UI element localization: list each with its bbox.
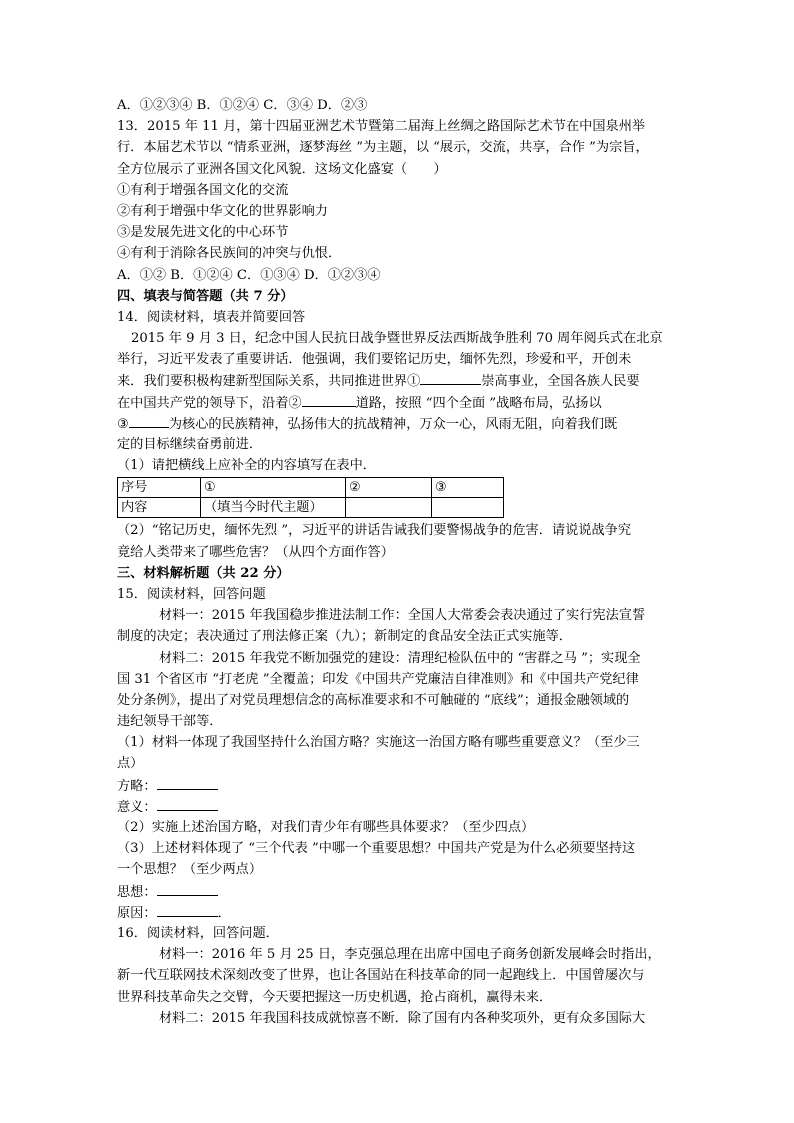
q13-options: A．①② B．①②④ C．①③④ D．①②③④ xyxy=(117,267,381,283)
q15-sixiang-row xyxy=(117,881,679,902)
q14-para-line6: 定的目标继续奋勇前进． xyxy=(117,437,263,452)
q13-stem-line3: 全方位展示了亚洲各国文化风貌．这场文化盛宴（ ） xyxy=(117,161,447,177)
q15-fanglue-row xyxy=(117,775,679,796)
q14-para-line4a: 在中国共产党的领导下，沿着② xyxy=(117,395,302,411)
q13-stem-line2: 行．本届艺术节以 “情系亚洲，逐梦海丝 ”为主题，以 “展示，交流，共享，合作 ”为宗旨， xyxy=(117,140,649,156)
table-cell: 内容 xyxy=(118,498,201,518)
q15-material2-line3: 处分条例》，提出了对党员理想信念的高标准要求和不可触碰的 “底线”；通报金融领域的 xyxy=(117,692,630,708)
q15-yuanyin-blank[interactable] xyxy=(157,902,218,917)
q14-para-line3 xyxy=(117,370,679,391)
q14-sub1: （1）请把横线上应补全的内容填写在表中． xyxy=(117,458,376,474)
q15-material1-line2: 制度的决定；表决通过了刑法修正案（九）；新制定的食品安全法正式实施等． xyxy=(117,629,572,645)
q15-material1-line1: 材料一：2015 年我国稳步推进法制工作：全国人大常委会表决通过了实行宪法宣誓 xyxy=(159,608,646,624)
q14-sub2-line1: （2）“铭记历史，缅怀先烈 ”，习近平的讲话告诫我们要警惕战争的危害．请说说战争究 xyxy=(117,523,631,539)
q13-stem-line1: 13．2015 年 11 月，第十四届亚洲艺术节暨第二届海上丝绸之路国际艺术节在中国泉州举 xyxy=(117,119,646,135)
table-cell[interactable]: （填当今时代主题） xyxy=(201,498,346,518)
q14-para-line3a: 来．我们要积极构建新型国际关系，共同推进世界① xyxy=(117,374,421,390)
q16-intro: 16．阅读材料，回答问题． xyxy=(117,925,279,941)
q13-item-3: ③是发展先进文化的中心环节 xyxy=(117,225,289,241)
q14-para-line2: 举行，习近平发表了重要讲话．他强调，我们要铭记历史，缅怀先烈，珍爱和平，开创未 xyxy=(117,352,632,368)
q16-material1-line1: 材料一：2016 年 5 月 25 日，李克强总理在出席中国电子商务创新发展峰会时指出， xyxy=(159,947,661,963)
table-cell: 序号 xyxy=(118,478,201,498)
q13-item-4: ④有利于消除各民族间的冲突与仇恨． xyxy=(117,246,342,262)
q14-para-line4b: 道路，按照 “四个全面 ”战略布局，弘扬以 xyxy=(355,395,602,411)
q12-options: A．①②③④ B．①②④ C．③④ D．②③ xyxy=(117,98,368,113)
q15-sub3-line2: 一个思想？（至少两点） xyxy=(117,862,263,878)
table-cell: ② xyxy=(346,478,432,498)
table-cell[interactable] xyxy=(346,498,432,518)
q15-yiyi-blank[interactable] xyxy=(157,796,218,811)
q15-sub3-line1: （3）上述材料体现了 “三个代表 ”中哪一个重要思想？中国共产党是为什么必须要坚持这 xyxy=(117,841,636,857)
q14-para-line5b: 为核心的民族精神，弘扬伟大的抗战精神，万众一心，风雨无阻，向着我们既 xyxy=(168,416,618,432)
q14-para-line4 xyxy=(117,392,679,413)
q14-para-line1: 2015 年 9 月 3 日，纪念中国人民抗日战争暨世界反法西斯战争胜利 70 周年阅兵式在北京 xyxy=(131,331,663,347)
q14-answer-table xyxy=(117,477,504,518)
q14-para-line5a: ③ xyxy=(117,416,129,432)
q15-yuanyin-period: ． xyxy=(217,905,231,921)
q15-yiyi-row xyxy=(117,796,679,817)
q15-yuanyin-row xyxy=(117,902,679,923)
q15-sub1-line2: 点） xyxy=(117,756,144,772)
q16-material2-line1: 材料二：2015 年我国科技成就惊喜不断．除了国有内各种奖项外，更有众多国际大 xyxy=(159,1010,646,1026)
q16-material1-line2: 新一代互联网技术深刻改变了世界，也让各国站在科技革命的同一起跑线上．中国曾屡次与 xyxy=(117,968,645,984)
q14-blank-2[interactable] xyxy=(302,392,356,407)
section4-title: 四、填表与简答题（共 7 分） xyxy=(117,288,294,304)
table-cell[interactable] xyxy=(432,498,504,518)
q14-blank-3[interactable] xyxy=(129,413,169,428)
table-row xyxy=(118,478,504,498)
q15-sixiang-blank[interactable] xyxy=(157,881,218,896)
q15-yuanyin-label: 原因： xyxy=(117,905,157,921)
q13-item-2: ②有利于增强中华文化的世界影响力 xyxy=(117,203,328,219)
q15-material2-line2: 国 31 个省区市 “打老虎 ”全覆盖；印发《中国共产党廉洁自律准则》和《中国共产党纪律 xyxy=(117,671,639,687)
q13-item-1: ①有利于增强各国文化的交流 xyxy=(117,182,289,198)
table-cell: ① xyxy=(201,478,346,498)
q15-sub2: （2）实施上述治国方略，对我们青少年有哪些具体要求？（至少四点） xyxy=(117,820,535,835)
q15-yiyi-label: 意义： xyxy=(117,799,157,815)
q16-material1-line3: 世界科技革命失之交臂，今天要把握这一历史机遇，抢占商机，赢得未来． xyxy=(117,989,553,1005)
q14-sub2-line2: 竟给人类带来了哪些危害？（从四个方面作答） xyxy=(117,544,394,560)
q14-intro: 14．阅读材料，填表并简要回答 xyxy=(117,309,306,325)
exam-page xyxy=(117,95,679,1029)
q15-material2-line4: 违纪领导干部等． xyxy=(117,714,223,730)
q15-sub1-line1: （1）材料一体现了我国坚持什么治国方略？实施这一治国方略有哪些重要意义？（至少三 xyxy=(117,735,640,751)
table-cell: ③ xyxy=(432,478,504,498)
q15-sixiang-label: 思想： xyxy=(117,884,157,900)
section3-title: 三、材料解析题（共 22 分） xyxy=(117,565,290,581)
q14-para-line3b: 崇高事业，全国各族人民要 xyxy=(481,374,640,390)
q15-fanglue-blank[interactable] xyxy=(157,775,218,790)
q14-para-line5 xyxy=(117,413,679,434)
q15-intro: 15．阅读材料，回答问题 xyxy=(117,586,266,602)
q15-material2-line1: 材料二：2015 年我党不断加强党的建设：清理纪检队伍中的 “害群之马 ”；实现全 xyxy=(159,650,641,666)
q14-blank-1[interactable] xyxy=(420,370,481,385)
q15-fanglue-label: 方略： xyxy=(117,778,157,794)
table-row xyxy=(118,498,504,518)
